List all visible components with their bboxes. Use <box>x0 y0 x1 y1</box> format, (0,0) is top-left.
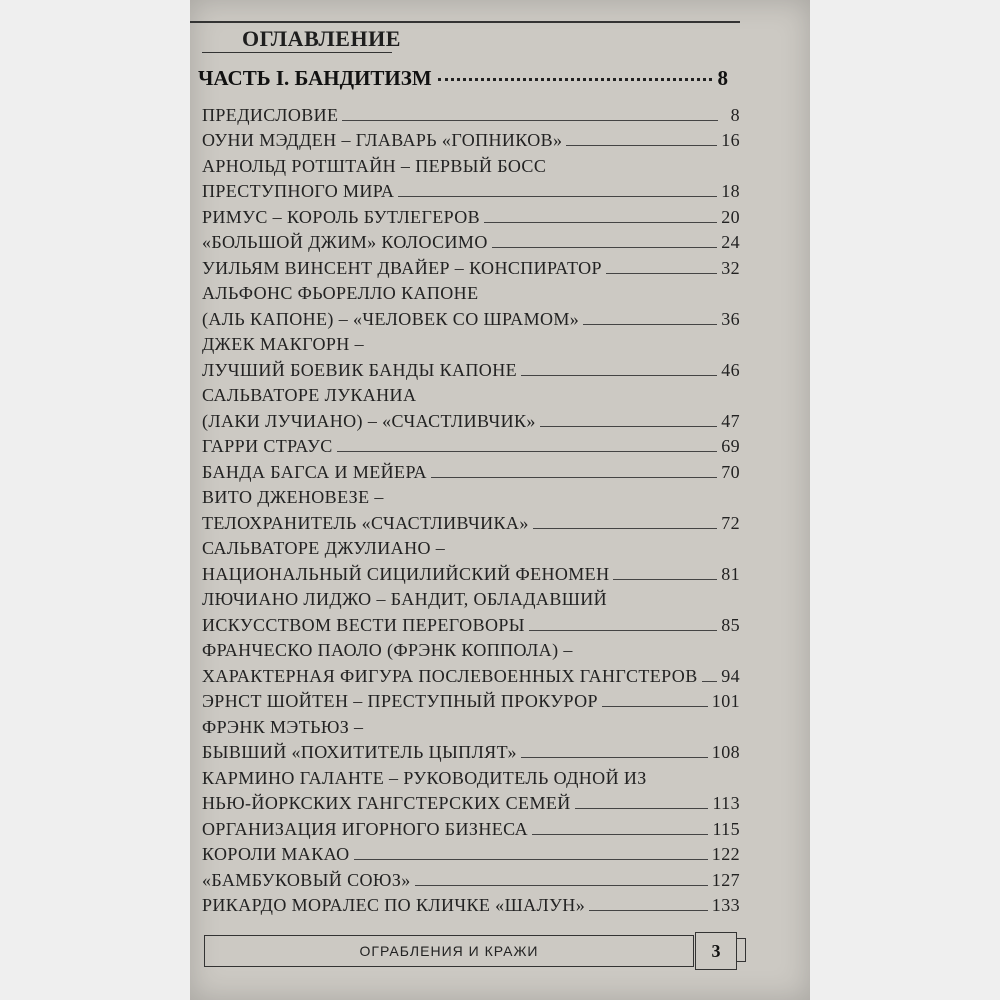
toc-entry-title: ОРГАНИЗАЦИЯ ИГОРНОГО БИЗНЕСА <box>202 818 529 839</box>
toc-entry-page: 16 <box>721 130 740 150</box>
part-page: 8 <box>717 66 728 90</box>
toc-entry <box>202 355 740 381</box>
toc-entry-leader <box>484 222 717 223</box>
toc-entry-leader <box>575 808 709 809</box>
toc-entry-title: НАЦИОНАЛЬНЫЙ СИЦИЛИЙСКИЙ ФЕНОМЕН <box>202 563 610 584</box>
toc-entry <box>202 406 740 432</box>
toc-entry-title: РИМУС – КОРОЛЬ БУТЛЕГЕРОВ <box>202 206 481 227</box>
toc-entry <box>202 457 740 483</box>
footer-title: ОГРАБЛЕНИЯ И КРАЖИ <box>359 943 539 959</box>
toc-entry-leader <box>613 579 717 580</box>
part-heading <box>198 66 728 96</box>
toc-entry-leader <box>492 247 717 248</box>
toc-entry-title: ДЖЕК МАКГОРН – <box>202 334 364 354</box>
toc-entry <box>202 432 740 458</box>
toc-entry-leader <box>566 145 717 146</box>
toc-entry-title: САЛЬВАТОРЕ ДЖУЛИАНО – <box>202 538 446 558</box>
toc-entry-title: РИКАРДО МОРАЛЕС ПО КЛИЧКЕ «ШАЛУН» <box>202 895 586 915</box>
toc-entry-leader <box>521 375 717 376</box>
toc-entry-page: 122 <box>711 844 740 864</box>
toc-entry <box>202 126 740 152</box>
page-number-tab <box>737 938 746 962</box>
toc-entry-page: 46 <box>721 359 740 380</box>
toc-entry-title: «БАМБУКОВЫЙ СОЮЗ» <box>202 869 411 890</box>
toc-entry-page: 47 <box>721 410 740 431</box>
toc-entry-leader <box>431 477 717 478</box>
toc-entry-page: 81 <box>721 563 740 584</box>
toc-entry-leader <box>589 910 708 911</box>
toc-entry <box>202 253 740 279</box>
toc-entry-leader <box>398 196 717 197</box>
toc-entry-title: ВИТО ДЖЕНОВЕЗЕ – <box>202 487 384 507</box>
toc-entry-page: 18 <box>721 181 740 201</box>
toc-entry-title: (АЛЬ КАПОНЕ) – «ЧЕЛОВЕК СО ШРАМОМ» <box>202 308 580 329</box>
toc-entry-page: 20 <box>721 206 740 227</box>
toc-entry-leader <box>606 273 717 274</box>
toc-entry <box>202 508 740 534</box>
toc-entry-title: ОУНИ МЭДДЕН – ГЛАВАРЬ «ГОПНИКОВ» <box>202 130 563 150</box>
toc-entry <box>202 814 740 840</box>
toc-entry <box>202 712 740 738</box>
toc-entry-page: 113 <box>712 793 740 813</box>
toc-heading: ОГЛАВЛЕНИЕ <box>242 26 401 51</box>
toc-entry-title: УИЛЬЯМ ВИНСЕНТ ДВАЙЕР – КОНСПИРАТОР <box>202 257 602 278</box>
toc-entry-leader <box>337 451 718 452</box>
toc-entry <box>202 100 740 126</box>
toc-entry-title: ЛУЧШИЙ БОЕВИК БАНДЫ КАПОНЕ <box>202 359 517 380</box>
toc-entry-leader <box>529 630 717 631</box>
toc-entry <box>202 559 740 585</box>
toc-entry-page: 36 <box>721 308 740 329</box>
toc-list <box>202 100 740 916</box>
toc-entry-page: 70 <box>721 461 740 482</box>
toc-entry-leader <box>540 426 717 427</box>
toc-entry <box>202 661 740 687</box>
toc-entry-title: (ЛАКИ ЛУЧИАНО) – «СЧАСТЛИВЧИК» <box>202 410 536 431</box>
toc-entry <box>202 177 740 203</box>
toc-entry-title: ФРЭНК МЭТЬЮЗ – <box>202 716 364 737</box>
toc-entry-title: АРНОЛЬД РОТШТАЙН – ПЕРВЫЙ БОСС <box>202 155 547 176</box>
toc-entry-leader <box>702 681 718 682</box>
toc-entry <box>202 202 740 228</box>
toc-entry-leader <box>602 706 708 707</box>
toc-entry <box>202 840 740 866</box>
toc-entry-title: «БОЛЬШОЙ ДЖИМ» КОЛОСИМО <box>202 232 488 252</box>
toc-entry <box>202 763 740 789</box>
toc-entry-leader <box>354 859 708 860</box>
toc-entry <box>202 789 740 815</box>
toc-entry <box>202 687 740 713</box>
toc-entry <box>202 610 740 636</box>
toc-entry-leader <box>532 834 708 835</box>
toc-entry <box>202 483 740 509</box>
toc-entry-leader <box>415 885 708 886</box>
toc-entry <box>202 381 740 407</box>
toc-entry-page: 32 <box>721 257 740 278</box>
toc-entry-title: ХАРАКТЕРНАЯ ФИГУРА ПОСЛЕВОЕННЫХ ГАНГСТЕРОВ <box>202 665 698 686</box>
toc-entry <box>202 585 740 611</box>
toc-entry <box>202 738 740 764</box>
toc-entry-page: 101 <box>711 691 740 711</box>
toc-entry-page: 115 <box>712 818 740 839</box>
toc-entry-title: ПРЕСТУПНОГО МИРА <box>202 181 395 201</box>
toc-entry-page: 69 <box>721 436 740 456</box>
book-page <box>190 0 810 1000</box>
toc-entry-title: ГАРРИ СТРАУС <box>202 436 333 456</box>
toc-entry <box>202 636 740 662</box>
toc-entry-title: БЫВШИЙ «ПОХИТИТЕЛЬ ЦЫПЛЯТ» <box>202 742 517 762</box>
toc-entry-page: 8 <box>730 104 740 125</box>
toc-entry-title: АЛЬФОНС ФЬОРЕЛЛО КАПОНЕ <box>202 283 479 303</box>
toc-entry-title: КОРОЛИ МАКАО <box>202 844 350 864</box>
dot-leader <box>438 78 712 81</box>
toc-entry-leader <box>583 324 717 325</box>
top-rule <box>190 21 740 23</box>
toc-entry <box>202 534 740 560</box>
toc-entry <box>202 865 740 891</box>
toc-entry-title: НЬЮ-ЙОРКСКИХ ГАНГСТЕРСКИХ СЕМЕЙ <box>202 793 571 813</box>
toc-entry-title: БАНДА БАГСА И МЕЙЕРА <box>202 461 427 482</box>
toc-entry <box>202 891 740 917</box>
toc-entry-title: ПРЕДИСЛОВИЕ <box>202 104 339 125</box>
toc-entry-page: 108 <box>711 742 740 762</box>
heading-underline <box>202 52 392 53</box>
toc-entry-page: 85 <box>721 614 740 635</box>
toc-entry <box>202 304 740 330</box>
toc-entry <box>202 228 740 254</box>
toc-entry-leader <box>521 757 708 758</box>
toc-entry-page: 127 <box>711 869 740 890</box>
toc-entry-title: КАРМИНО ГАЛАНТЕ – РУКОВОДИТЕЛЬ ОДНОЙ ИЗ <box>202 767 647 788</box>
toc-entry-leader <box>533 528 717 529</box>
toc-entry-title: ТЕЛОХРАНИТЕЛЬ «СЧАСТЛИВЧИКА» <box>202 512 529 533</box>
toc-entry-page: 94 <box>721 665 740 686</box>
toc-entry-title: САЛЬВАТОРЕ ЛУКАНИА <box>202 385 417 405</box>
running-footer <box>204 935 694 967</box>
toc-entry <box>202 279 740 305</box>
page-number: 3 <box>695 932 737 970</box>
toc-entry-title: ИСКУССТВОМ ВЕСТИ ПЕРЕГОВОРЫ <box>202 614 525 635</box>
toc-entry <box>202 151 740 177</box>
toc-entry-page: 133 <box>711 895 740 915</box>
toc-entry-page: 24 <box>721 232 740 252</box>
part-title: ЧАСТЬ I. БАНДИТИЗМ <box>198 66 432 90</box>
toc-entry-leader <box>342 120 718 121</box>
toc-entry-title: ФРАНЧЕСКО ПАОЛО (ФРЭНК КОППОЛА) – <box>202 640 573 660</box>
toc-entry-title: ЭРНСТ ШОЙТЕН – ПРЕСТУПНЫЙ ПРОКУРОР <box>202 691 598 711</box>
toc-entry-page: 72 <box>721 512 740 533</box>
toc-entry-title: ЛЮЧИАНО ЛИДЖО – БАНДИТ, ОБЛАДАВШИЙ <box>202 589 608 609</box>
toc-entry <box>202 330 740 356</box>
